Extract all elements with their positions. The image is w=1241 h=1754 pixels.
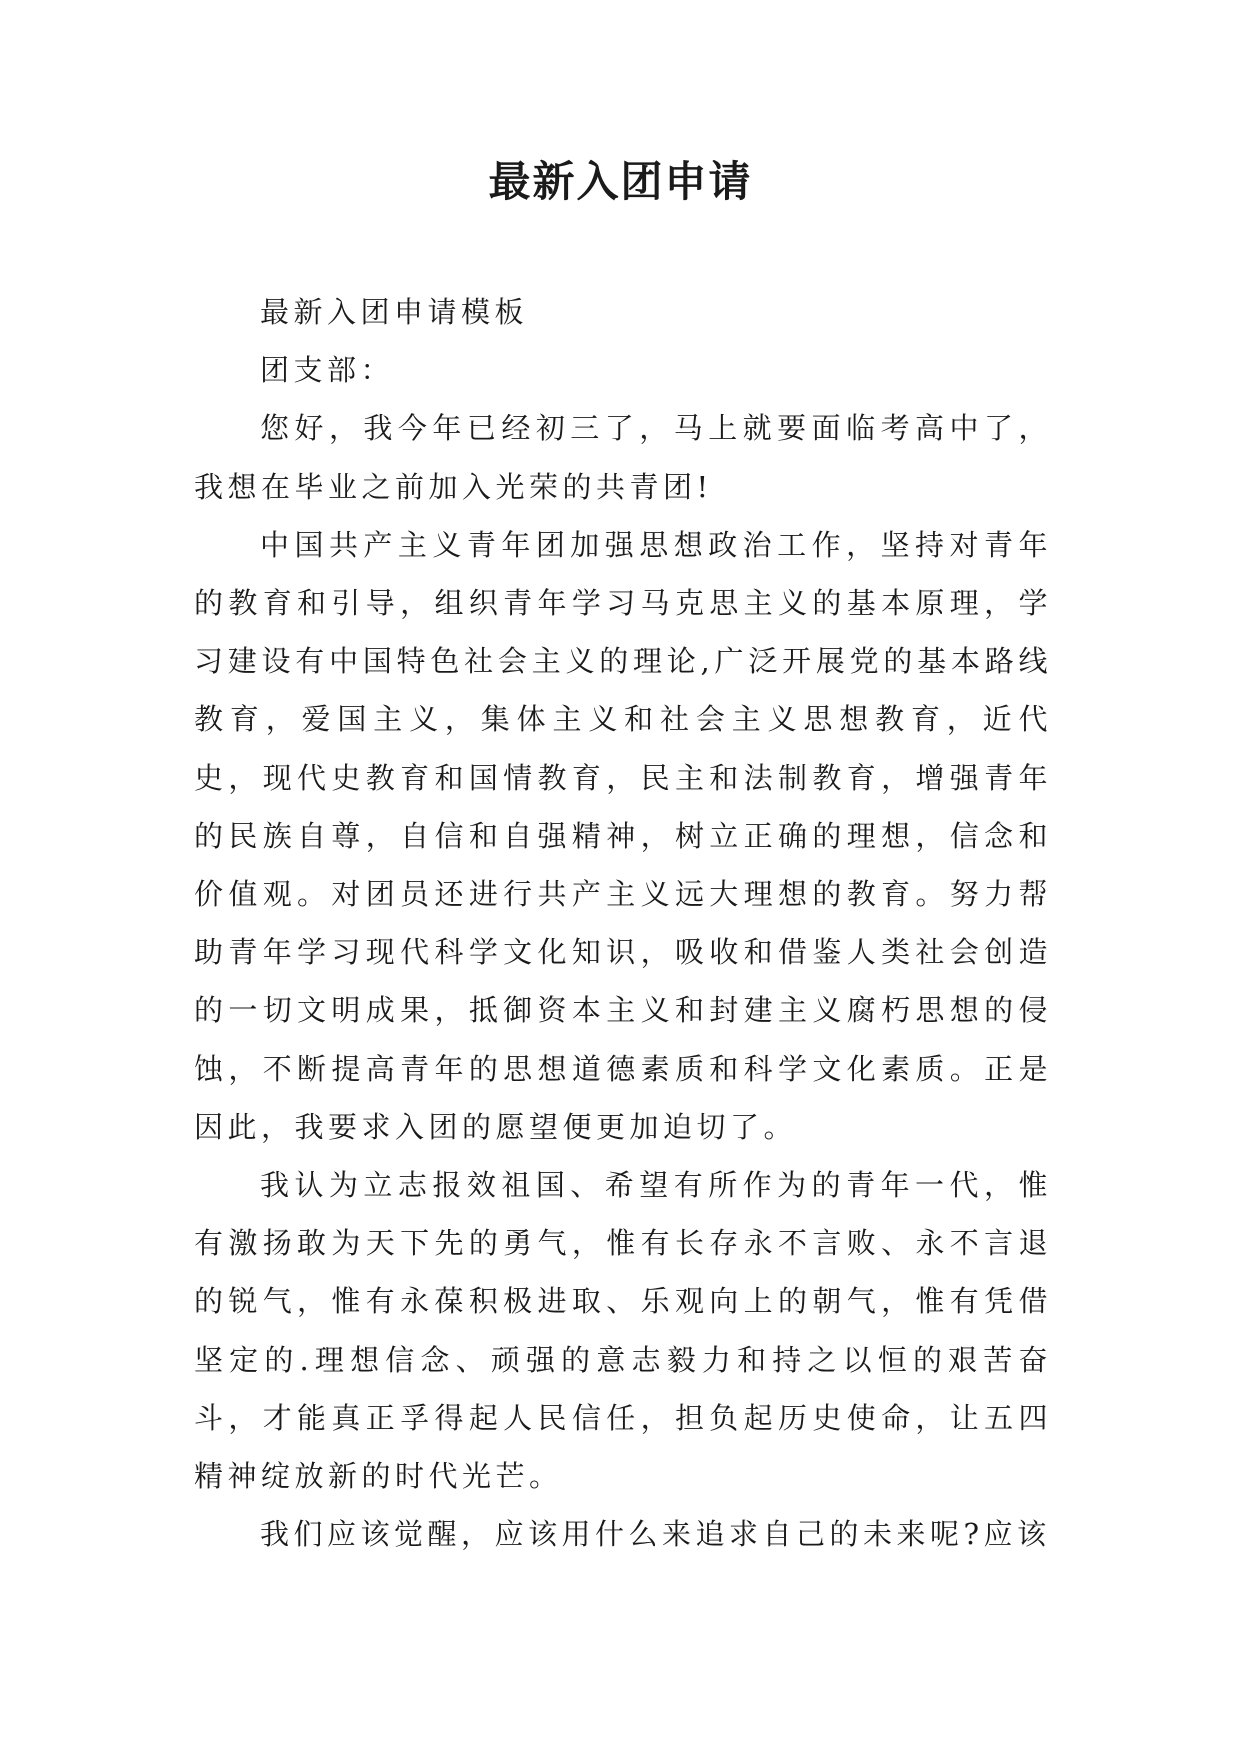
paragraph-salutation: 团支部：: [260, 353, 395, 388]
document-body: [194, 283, 1052, 1563]
document-title: 最新入团申请: [488, 157, 753, 206]
paragraph-league-work: 中国共产主义青年团加强思想政治工作，坚持对青年的教育和引导，组织青年学习马克思主义的基本原理，学习建设有中国特色社会主义的理论,广泛开展党的基本路线教育，爱国主义，集体主义和社会主义思想教育，近代史，现代史教育和国情教育，民主和法制教育，增强青年的民族自尊，自信和自强精神，树立正确的理想，信念和价值观。对团员还进行共产主义远大理想的教育。努力帮助青年学习现代科学文化知识，吸收和借鉴人类社会创造的一切文明成果，抵御资本主义和封建主义腐朽思想的侵蚀，不断提高青年的思想道德素质和科学文化素质。正是因此，我要求入团的愿望便更加迫切了。: [194, 527, 1052, 1144]
paragraph-awakening: 我们应该觉醒，应该用什么来追求自己的未来呢?应该: [260, 1517, 1051, 1552]
paragraph-greeting: 您好，我今年已经初三了，马上就要面临考高中了，我想在毕业之前加入光荣的共青团!: [194, 411, 1052, 504]
paragraph-template-name: 最新入团申请模板: [260, 295, 529, 329]
paragraph-youth-spirit: 我认为立志报效祖国、希望有所作为的青年一代，惟有激扬敢为天下先的勇气，惟有长存永不言败、永不言退的锐气，惟有永葆积极进取、乐观向上的朝气，惟有凭借坚定的.理想信念、顽强的意志毅力和持之以恒的艰苦奋斗，才能真正孚得起人民信任，担负起历史使命，让五四精神绽放新的时代光芒。: [194, 1168, 1052, 1494]
